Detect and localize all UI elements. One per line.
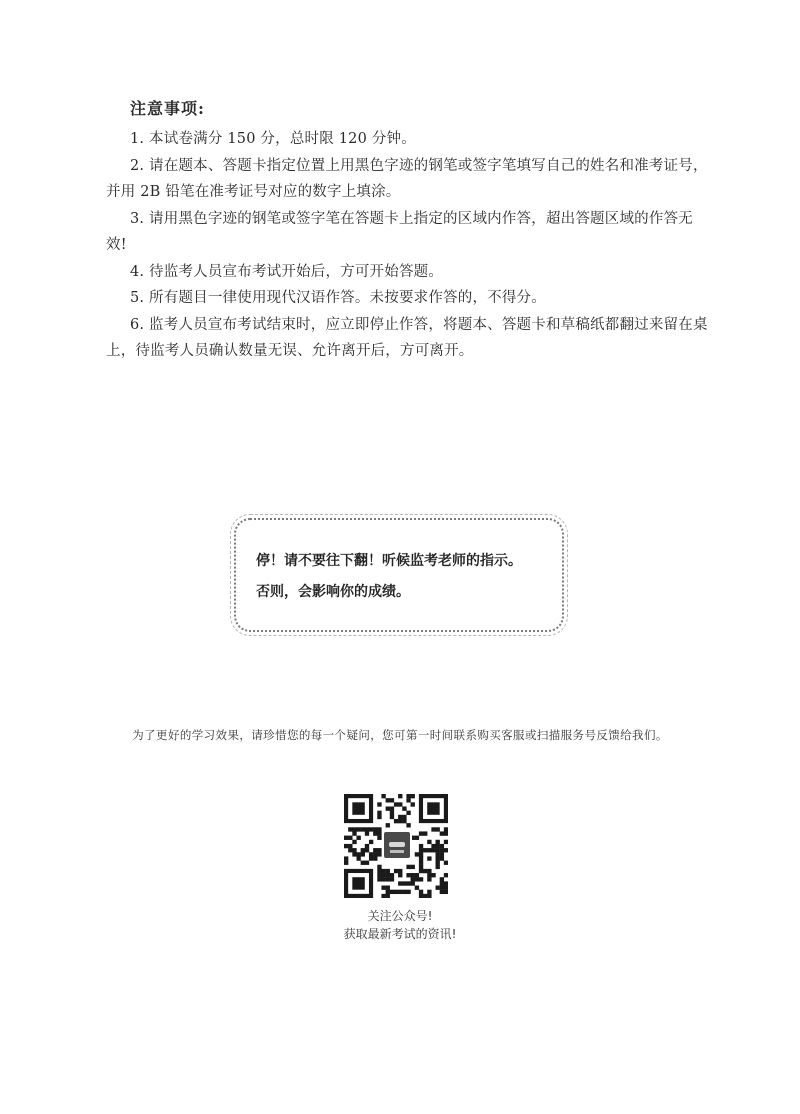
qr-caption-news: 获取最新考试的资讯! [343,927,457,941]
stop-notice-line-1: 停！请不要往下翻！听候监考老师的指示。 [256,553,522,569]
qr-code-icon[interactable] [344,794,448,898]
note-item-1: 1. 本试卷满分 150 分，总时限 120 分钟。 [130,131,416,147]
note-item-3: 3. 请用黑色字迹的钢笔或签字笔在答题卡上指定的区域内作答，超出答题区域的作答无效! [106,210,693,253]
notes-title: 注意事项: [130,99,205,118]
stop-notice-box [234,518,564,632]
stop-notice-line-2: 否则，会影响你的成绩。 [256,584,410,600]
note-item-2: 2. 请在题本、答题卡指定位置上用黑色字迹的钢笔或签字笔填写自己的姓名和准考证号，并用 2B 铅笔在准考证号对应的数字上填涂。 [106,157,708,200]
feedback-promo-text: 为了更好的学习效果，请珍惜您的每一个疑问，您可第一时间联系购买客服或扫描服务号反馈给我们。 [132,728,668,742]
note-item-6: 6. 监考人员宣布考试结束时，应立即停止作答，将题本、答题卡和草稿纸都翻过来留在桌上，待监考人员确认数量无误、允许离开后，方可离开。 [106,316,708,359]
wechat-account-logo-icon [382,830,412,860]
notes-list [106,126,708,365]
note-item-5: 5. 所有题目一律使用现代汉语作答。未按要求作答的，不得分。 [130,290,546,306]
note-item-4: 4. 待监考人员宣布考试开始后，方可开始答题。 [130,263,444,280]
qr-caption-follow: 关注公众号! [367,909,433,923]
